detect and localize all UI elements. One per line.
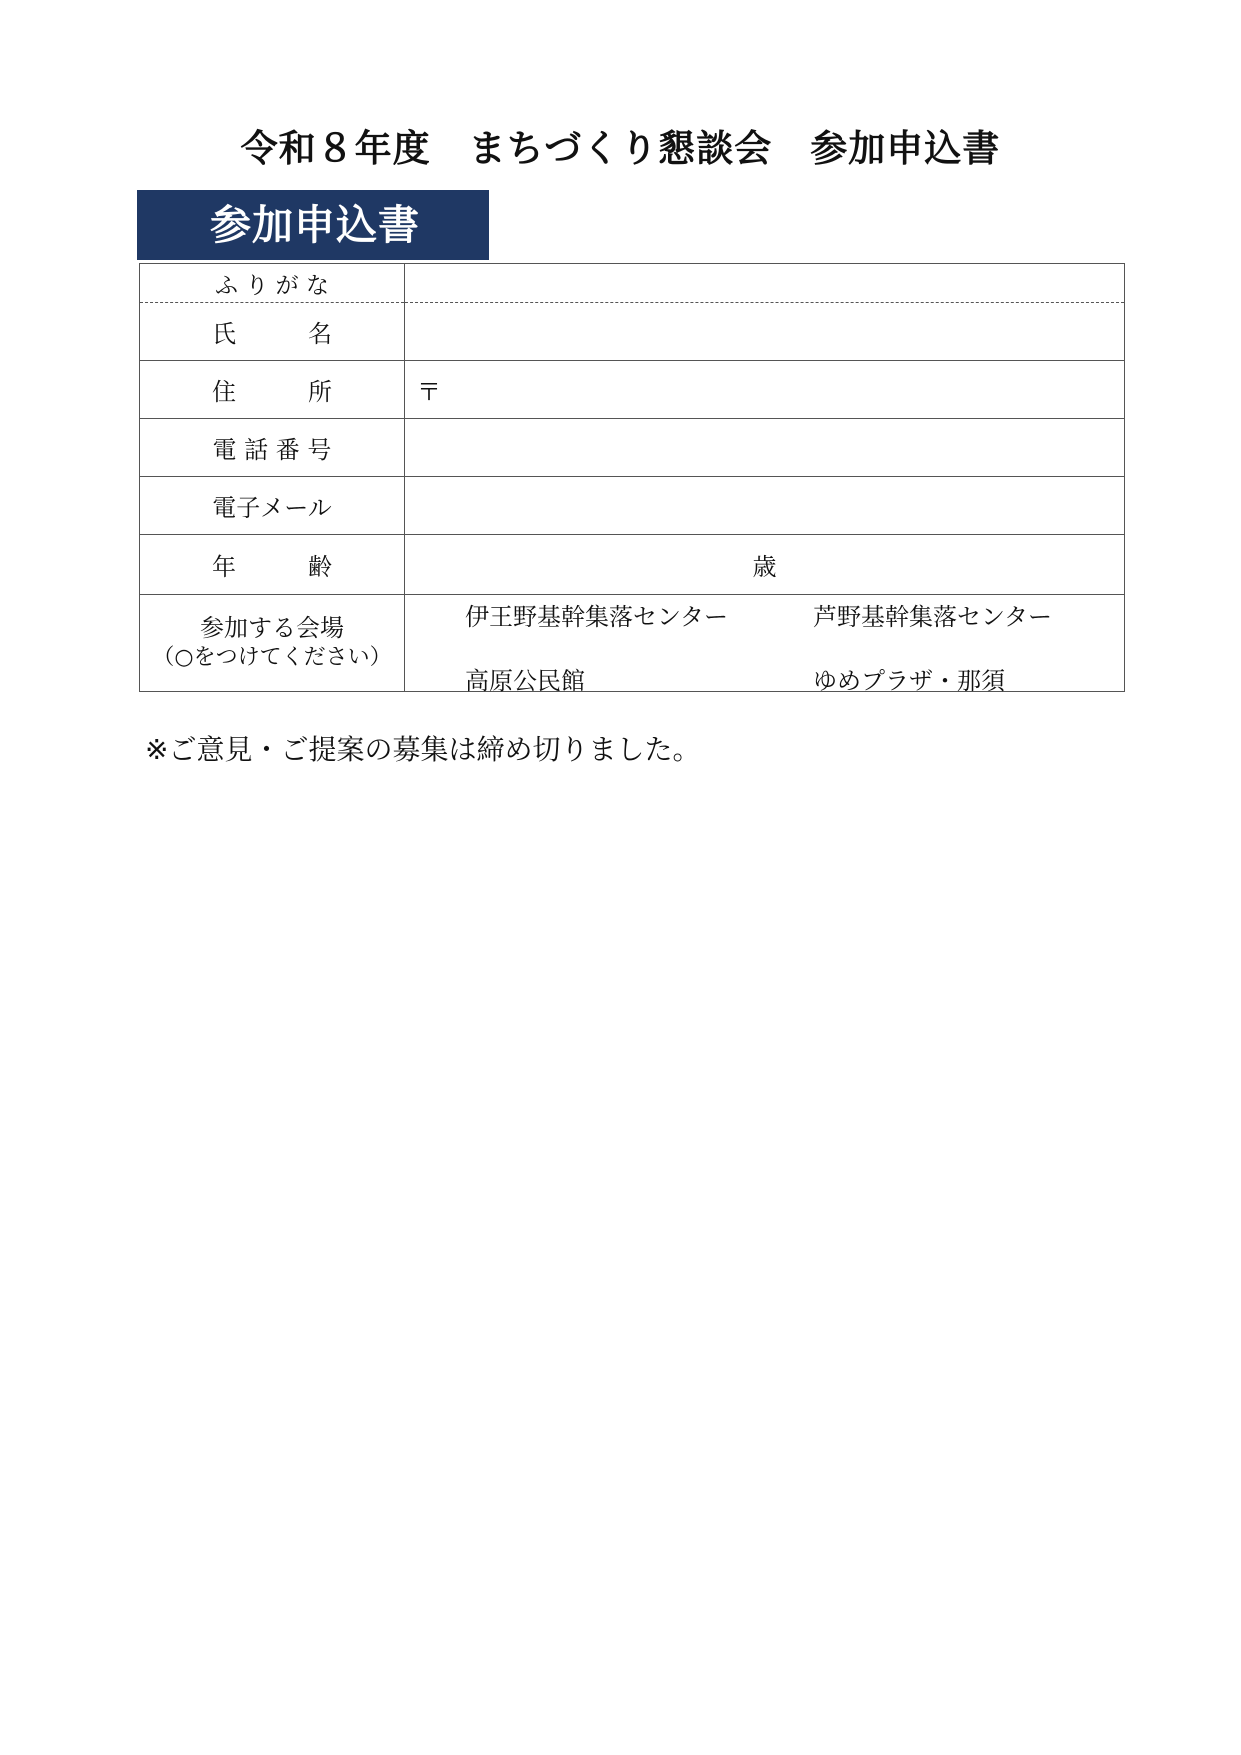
application-form-table [139,263,1125,695]
address-field[interactable] [405,361,1125,419]
age-field[interactable] [405,535,1125,595]
address-label-text: 住 所 [212,378,332,406]
document-title: 令和８年度 まちづくり懇談会 参加申込書 [240,127,1001,170]
furigana-label-text: ふ り が な [215,272,329,299]
form-row-venue [140,595,1125,692]
phone-label-text: 電 話 番 号 [212,436,332,464]
furigana-label [140,264,405,303]
venue-instruction: （○をつけてください） [152,645,392,670]
address-label [140,361,405,419]
section-banner: 参加申込書 [137,190,489,260]
phone-field[interactable] [405,419,1125,477]
venue-option-yume-plaza[interactable]: ゆめプラザ・那須 [813,667,1005,695]
age-label-text: 年 齢 [212,553,332,581]
venue-options [405,595,1124,695]
form-row-phone [140,419,1125,477]
venue-option-ashino[interactable]: 芦野基幹集落センター [813,603,1053,631]
form-row-furigana [140,264,1125,303]
form-row-name [140,303,1125,361]
name-field[interactable] [405,303,1125,361]
postal-mark-icon: 〒 [417,378,441,406]
form-row-age [140,535,1125,595]
form-row-email [140,477,1125,535]
email-field[interactable] [405,477,1125,535]
venue-label-text: 参加する会場 [200,614,344,642]
closing-notice: ※ご意見・ご提案の募集は締め切りました。 [145,733,701,766]
form-row-address [140,361,1125,419]
venue-option-iouno[interactable]: 伊王野基幹集落センター [465,603,729,631]
age-unit-label: 歳 [752,553,777,581]
venue-options-cell [405,595,1125,695]
email-label-text: 電子メール [212,494,332,522]
name-label-text: 氏 名 [212,320,332,348]
name-label [140,303,405,361]
email-label [140,477,405,535]
phone-label [140,419,405,477]
venue-option-takahara[interactable]: 高原公民館 [465,667,585,695]
furigana-field[interactable] [405,264,1125,303]
venue-label [140,595,405,692]
age-label [140,535,405,595]
